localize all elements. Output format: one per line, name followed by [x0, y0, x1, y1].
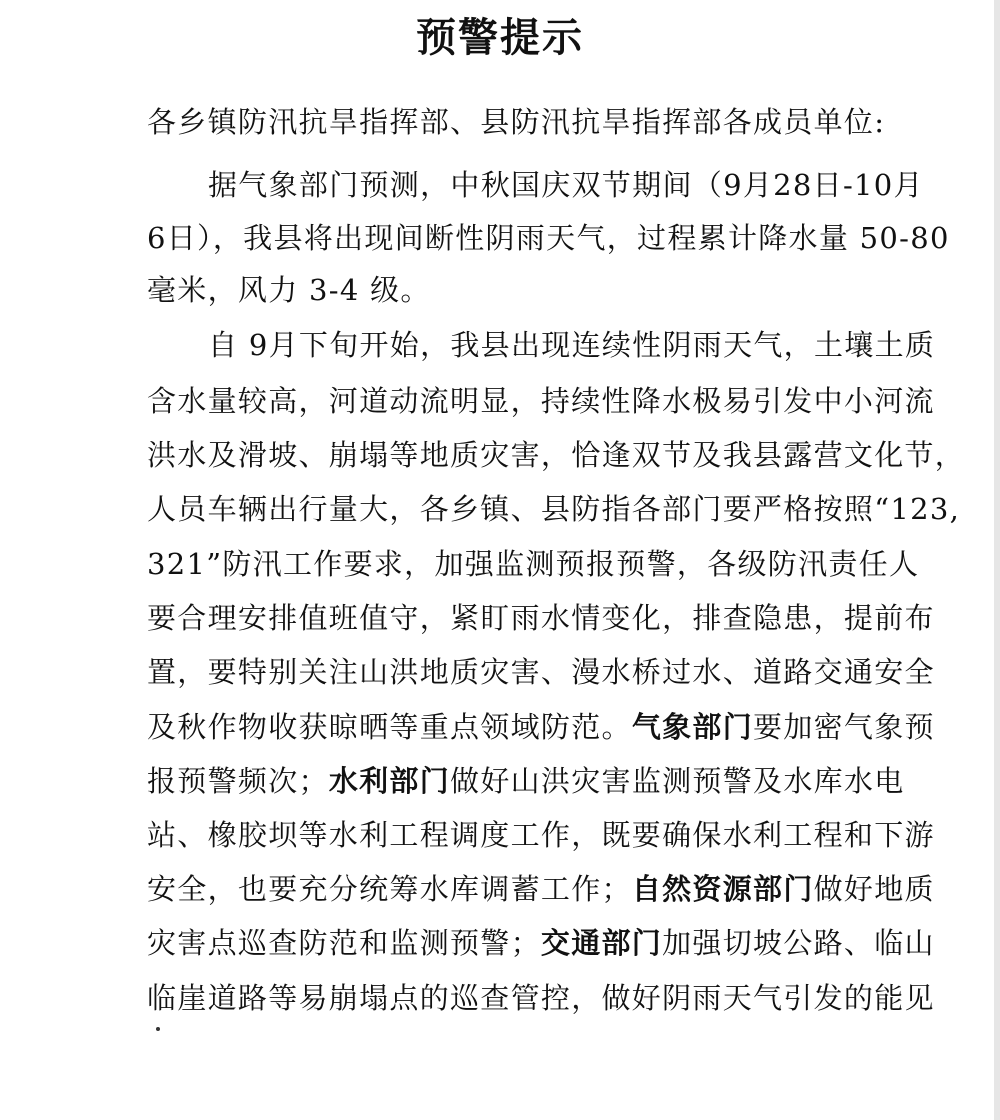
line-text: 做好地质: [813, 872, 935, 906]
line-text: 报预警频次；: [147, 764, 329, 798]
paragraph-2-line-1: 自 9月下旬开始，我县出现连续性阴雨天气，土壤土质: [208, 328, 936, 362]
line-text: 要加密气象预: [753, 710, 935, 744]
paragraph-2-line-6: 要合理安排值班值守，紧盯雨水情变化，排查隐患，提前布: [147, 601, 935, 635]
line-text: 及秋作物收获晾晒等重点领域防范。: [147, 710, 632, 744]
dept-meteorology: 气象部门: [631, 710, 754, 744]
line-text: 灾害点巡查防范和监测预警；: [147, 926, 541, 960]
paragraph-1-line-2: 6日），我县将出现间断性阴雨天气，过程累计降水量 50-80: [147, 221, 950, 255]
paragraph-2-line-2: 含水量较高，河道动流明显，持续性降水极易引发中小河流: [147, 384, 935, 418]
paragraph-2-line-11: [147, 869, 935, 909]
paragraph-2-line-12: [147, 923, 935, 963]
paragraph-2-line-5: 321”防汛工作要求，加强监测预报预警，各级防汛责任人: [147, 547, 920, 581]
line-text: 做好山洪灾害监测预警及水库水电: [450, 764, 905, 798]
paragraph-2-line-8: [147, 707, 935, 747]
paragraph-2-line-4: 人员车辆出行量大，各乡镇、县防指各部门要严格按照“123,: [147, 492, 961, 526]
paragraph-1-line-1: 据气象部门预测，中秋国庆双节期间（9月28日-10月: [208, 168, 924, 202]
dept-water-resources: 水利部门: [328, 764, 451, 798]
paragraph-2-line-7: 置，要特别关注山洪地质灾害、漫水桥过水、道路交通安全: [147, 655, 935, 689]
scan-speck: [156, 1027, 160, 1031]
paragraph-2-line-3: 洪水及滑坡、崩塌等地质灾害，恰逢双节及我县露营文化节，: [147, 438, 966, 472]
paragraph-2-line-9: [147, 761, 905, 801]
line-text: 安全，也要充分统筹水库调蓄工作；: [147, 872, 632, 906]
scan-edge-shadow: [994, 0, 1000, 1120]
document-title: 预警提示: [416, 14, 584, 61]
paragraph-1-line-3: 毫米，风力 3-4 级。: [147, 273, 431, 307]
paragraph-2-line-10: 站、橡胶坝等水利工程调度工作，既要确保水利工程和下游: [147, 818, 935, 852]
dept-transport: 交通部门: [540, 926, 663, 960]
line-text: 加强切坡公路、临山: [662, 926, 935, 960]
salutation: 各乡镇防汛抗旱指挥部、县防汛抗旱指挥部各成员单位:: [147, 105, 886, 139]
paragraph-2-line-13: 临崖道路等易崩塌点的巡查管控，做好阴雨天气引发的能见: [147, 981, 935, 1015]
dept-natural-resources: 自然资源部门: [631, 872, 814, 906]
